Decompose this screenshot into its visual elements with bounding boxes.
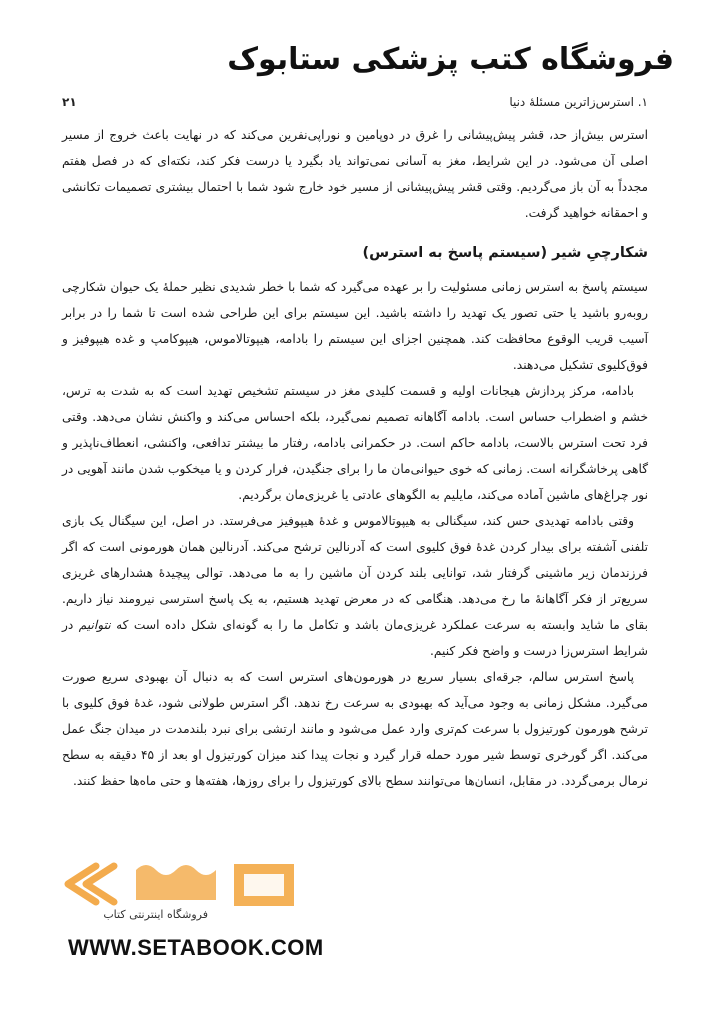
setabook-logo-icon	[56, 856, 316, 916]
section-heading: شکارچیِ شیر (سیستم پاسخ به استرس)	[362, 245, 648, 261]
paragraph-5: پاسخ استرس سالم، جرقه‌ای بسیار سریع در هورمون‌های استرس است که به دنبال آن بهبودی سریع صورت می‌گیرد. مشکل زمانی به وجود می‌آید که بهبودی به سرعت رخ ندهد. اگر استرس طولانی شود، غدهٔ فوق کلیوی با ترشح هورمون کورتیزول با سرعت کم‌تری وارد عمل می‌شود و مانند ارتشی برای نبرد بلندمدت در میدان جنگ عمل می‌کند. اگر گورخری توسط شیر مورد حمله قرار گیرد و نجات پیدا کند میزان کورتیزول او بعد از ۴۵ دقیقه به سطح نرمال برمی‌گردد. در مقابل، انسان‌ها می‌توانند سطح بالای کورتیزول را برای روزها، هفته‌ها و حتی ماه‌ها حفظ کنند.	[62, 670, 648, 788]
watermark-tagline: فروشگاه اینترنتی کتاب	[103, 908, 208, 921]
paragraph-4-end: در شرایط استرس‌زا درست و واضح فکر کنیم.	[62, 618, 648, 658]
watermark-store-title: فروشگاه کتب پزشکی ستابوک	[227, 42, 674, 77]
italic-word: نتوانیم	[78, 618, 111, 632]
setabook-logo	[56, 856, 316, 936]
paragraph-3: بادامه، مرکز پردازش هیجانات اولیه و قسمت کلیدی مغز در سیستم تشخیص تهدید است که به شدت به ترس، خشم و اضطراب حساس است. بادامه آگاهانه تصمیم نمی‌گیرد، بلکه احساس می‌کند و واکنش نشان می‌دهد. وقتی فرد تحت استرس بالاست، بادامه حاکم است. در حکمرانی بادامه، رفتار ما بیشتر تدافعی، واکنشی، انعطاف‌ناپذیر و گاهی پرخاشگرانه است. زمانی که خوی حیوانی‌مان ما را برای جنگیدن، فرار کردن و یا میخکوب شدن مانند آهویی در نور چراغ‌های ماشین آماده می‌کند، مایلیم به الگوهای عادتی یا غریزی‌مان برگردیم.	[62, 384, 648, 502]
chapter-running-title: ۱. استرس‌زاترین مسئلهٔ دنیا	[509, 95, 648, 109]
page-body	[62, 122, 648, 794]
watermark-url: WWW.SETABOOK.COM	[68, 935, 324, 960]
running-header	[62, 95, 648, 113]
paragraph-1: استرس بیش‌از حد، قشر پیش‌پیشانی را غرق در دوپامین و نوراپی‌نفرین می‌کند که در نهایت باعث خروج از مسیر اصلی آن می‌شود. در این شرایط، مغز به آسانی نمی‌تواند یاد بگیرد یا درست فکر کند، نکته‌ای که در فصل هفتم مجدداً به آن باز می‌گردیم. وقتی قشر پیش‌پیشانی از مسیر خود خارج شود شما با احتمال بیشتری تصمیمات تکانشی و احمقانه خواهید گرفت.	[62, 128, 648, 220]
paragraph-4	[62, 508, 648, 664]
paragraph-4-start: وقتی بادامه تهدیدی حس کند، سیگنالی به هیپوتالاموس و غدهٔ هیپوفیز می‌فرستد. در اصل، این سیگنال یک بازی تلفنی آشفته برای بیدار کردن غدهٔ فوق کلیوی است که آدرنالین ترشح می‌کند. آدرنالین همان هورمونی است که اگر فرزندمان زیر ماشینی گرفتار شد، توانایی بلند کردن آن ماشین را به ما می‌دهد. توالی پیچیدهٔ هشدارهای غریزی سریع‌تر از فکر آگاهانهٔ ما رخ می‌دهد. هنگامی که در معرض تهدید هستیم، به یک پاسخ استرسی نیرومند نیاز داریم. بقای ما شاید وابسته به سرعت عملکرد غریزی‌مان باشد و تکامل ما را به گونه‌ای شکل داده است که	[62, 514, 649, 632]
page-number: ۲۱	[62, 95, 77, 109]
paragraph-2: سیستم پاسخ به استرس زمانی مسئولیت را بر عهده می‌گیرد که شما با خطر شدیدی نظیر حملهٔ یک حیوان شکارچی روبه‌رو باشید یا حتی تصور یک تهدید را داشته باشید. این سیستم برای این طراحی شده است تا شما را در برابر آسیب قریب الوقوع محافظت کند. همچنین اجزای این سیستم را بادامه، هیپوتالاموس، هیپوکامپ و غده هیپوفیز و فوق‌کلیوی تشکیل می‌دهند.	[62, 280, 648, 372]
